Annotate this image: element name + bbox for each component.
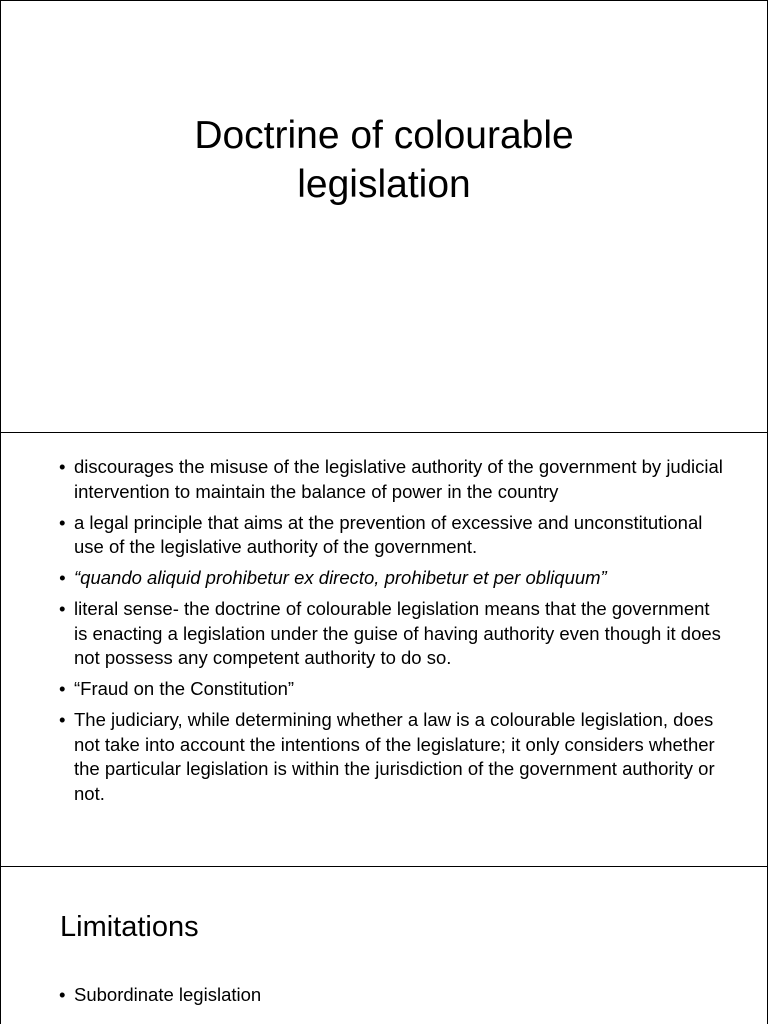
bullet-item: • discourages the misuse of the legislative authority of the government by judicial intervention to maintain the balance of power in the country <box>59 455 727 504</box>
title-line-2: legislation <box>297 163 471 206</box>
limitations-heading: Limitations <box>60 911 199 943</box>
bullet-item: • a legal principle that aims at the prevention of excessive and unconstitutional use of the legislative authority of the government. <box>59 511 727 560</box>
slide-limitations <box>0 866 768 1024</box>
slide-title <box>0 0 768 434</box>
bullet-item-latin-maxim: • “quando aliquid prohibetur ex directo, prohibetur et per obliquum” <box>59 566 727 591</box>
bullet-item: • The judiciary, while determining whether a law is a colourable legislation, does not take into account the intentions of the legislature; it only considers whether the particular legislation is within the jurisdiction of the government authority or not. <box>59 708 727 806</box>
definition-bullet-list <box>59 455 727 813</box>
bullet-item: • literal sense- the doctrine of colourable legislation means that the government is enacting a legislation under the guise of having authority even though it does not possess any competent authority to do so. <box>59 597 727 671</box>
limitations-bullet-list <box>59 983 727 1014</box>
slide-definition <box>0 432 768 867</box>
bullet-item: • Subordinate legislation <box>59 983 727 1008</box>
slide-title-heading <box>1 111 767 209</box>
title-line-1: Doctrine of colourable <box>194 114 574 157</box>
bullet-item: • “Fraud on the Constitution” <box>59 677 727 702</box>
